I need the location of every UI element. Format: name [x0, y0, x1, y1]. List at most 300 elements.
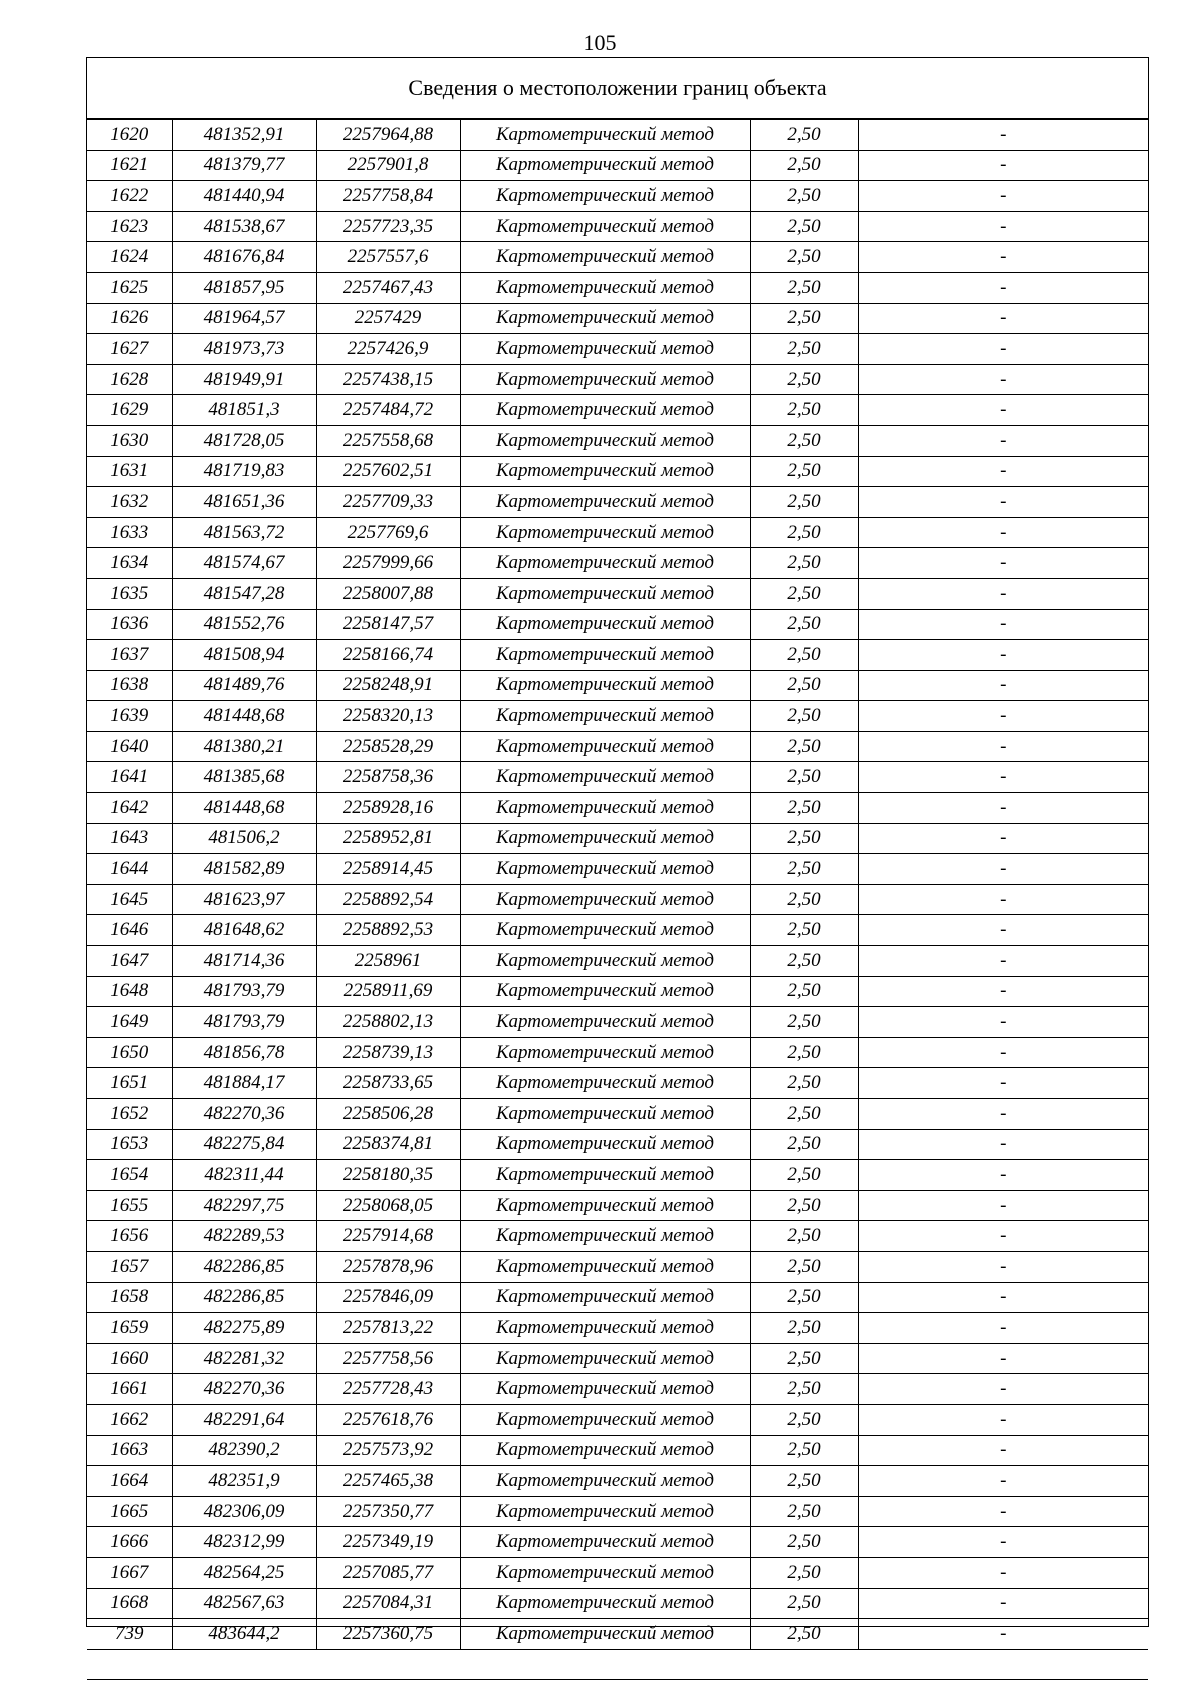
accuracy-cell: 2,50	[750, 150, 858, 181]
description-cell: -	[858, 334, 1148, 365]
table-row	[87, 1282, 1148, 1313]
method-cell: Картометрический метод	[460, 1221, 750, 1252]
table-row	[87, 1007, 1148, 1038]
accuracy-cell: 2,50	[750, 640, 858, 671]
x-coordinate-cell: 481538,67	[172, 211, 316, 242]
accuracy-cell: 2,50	[750, 731, 858, 762]
table-row	[87, 1251, 1148, 1282]
accuracy-cell: 2,50	[750, 395, 858, 426]
table-title: Сведения о местоположении границ объекта	[87, 58, 1148, 119]
accuracy-cell: 2,50	[750, 884, 858, 915]
table-row	[87, 1099, 1148, 1130]
table-row	[87, 884, 1148, 915]
y-coordinate-cell: 2258739,13	[316, 1037, 460, 1068]
method-cell: Картометрический метод	[460, 1282, 750, 1313]
accuracy-cell: 2,50	[750, 1129, 858, 1160]
x-coordinate-cell: 482390,2	[172, 1435, 316, 1466]
description-cell: -	[858, 670, 1148, 701]
x-coordinate-cell: 481793,79	[172, 1007, 316, 1038]
method-cell: Картометрический метод	[460, 1068, 750, 1099]
x-coordinate-cell: 482351,9	[172, 1466, 316, 1497]
x-coordinate-cell: 481582,89	[172, 854, 316, 885]
accuracy-cell: 2,50	[750, 456, 858, 487]
description-cell: -	[858, 150, 1148, 181]
x-coordinate-cell: 481508,94	[172, 640, 316, 671]
accuracy-cell: 2,50	[750, 120, 858, 151]
point-number-cell: 1656	[87, 1221, 172, 1252]
description-cell: -	[858, 1068, 1148, 1099]
accuracy-cell: 2,50	[750, 1343, 858, 1374]
point-number-cell: 1630	[87, 425, 172, 456]
description-cell: -	[858, 1557, 1148, 1588]
table-row	[87, 1160, 1148, 1191]
table-row	[87, 854, 1148, 885]
x-coordinate-cell: 482291,64	[172, 1404, 316, 1435]
accuracy-cell: 2,50	[750, 762, 858, 793]
table-row	[87, 793, 1148, 824]
accuracy-cell: 2,50	[750, 1619, 858, 1650]
y-coordinate-cell: 2258248,91	[316, 670, 460, 701]
method-cell: Картометрический метод	[460, 762, 750, 793]
method-cell: Картометрический метод	[460, 272, 750, 303]
accuracy-cell: 2,50	[750, 1374, 858, 1405]
y-coordinate-cell: 2257085,77	[316, 1557, 460, 1588]
y-coordinate-cell: 2258802,13	[316, 1007, 460, 1038]
method-cell: Картометрический метод	[460, 1588, 750, 1619]
description-cell: -	[858, 1190, 1148, 1221]
description-cell: -	[858, 701, 1148, 732]
point-number-cell: 1649	[87, 1007, 172, 1038]
point-number-cell: 1626	[87, 303, 172, 334]
y-coordinate-cell: 2258892,53	[316, 915, 460, 946]
point-number-cell: 1653	[87, 1129, 172, 1160]
x-coordinate-cell: 481489,76	[172, 670, 316, 701]
y-coordinate-cell: 2257429	[316, 303, 460, 334]
description-cell: -	[858, 1466, 1148, 1497]
table-row	[87, 1435, 1148, 1466]
table-row	[87, 578, 1148, 609]
x-coordinate-cell: 481857,95	[172, 272, 316, 303]
empty-cell	[87, 1649, 1148, 1680]
table-row	[87, 1527, 1148, 1558]
x-coordinate-cell: 482312,99	[172, 1527, 316, 1558]
accuracy-cell: 2,50	[750, 1496, 858, 1527]
description-cell: -	[858, 1221, 1148, 1252]
description-cell: -	[858, 364, 1148, 395]
method-cell: Картометрический метод	[460, 609, 750, 640]
y-coordinate-cell: 2257602,51	[316, 456, 460, 487]
description-cell: -	[858, 731, 1148, 762]
table-row	[87, 487, 1148, 518]
table-row	[87, 701, 1148, 732]
x-coordinate-cell: 482306,09	[172, 1496, 316, 1527]
point-number-cell: 1634	[87, 548, 172, 579]
table-row	[87, 1221, 1148, 1252]
method-cell: Картометрический метод	[460, 1527, 750, 1558]
accuracy-cell: 2,50	[750, 242, 858, 273]
accuracy-cell: 2,50	[750, 425, 858, 456]
y-coordinate-cell: 2257350,77	[316, 1496, 460, 1527]
x-coordinate-cell: 481506,2	[172, 823, 316, 854]
y-coordinate-cell: 2257573,92	[316, 1435, 460, 1466]
method-cell: Картометрический метод	[460, 150, 750, 181]
x-coordinate-cell: 481949,91	[172, 364, 316, 395]
y-coordinate-cell: 2257709,33	[316, 487, 460, 518]
x-coordinate-cell: 481380,21	[172, 731, 316, 762]
method-cell: Картометрический метод	[460, 1619, 750, 1650]
method-cell: Картометрический метод	[460, 1313, 750, 1344]
description-cell: -	[858, 1588, 1148, 1619]
description-cell: -	[858, 242, 1148, 273]
x-coordinate-cell: 482281,32	[172, 1343, 316, 1374]
y-coordinate-cell: 2257758,84	[316, 181, 460, 212]
y-coordinate-cell: 2257465,38	[316, 1466, 460, 1497]
accuracy-cell: 2,50	[750, 578, 858, 609]
description-cell: -	[858, 303, 1148, 334]
table-row	[87, 762, 1148, 793]
method-cell: Картометрический метод	[460, 1496, 750, 1527]
x-coordinate-cell: 482289,53	[172, 1221, 316, 1252]
method-cell: Картометрический метод	[460, 1557, 750, 1588]
point-number-cell: 1637	[87, 640, 172, 671]
table-row	[87, 1068, 1148, 1099]
x-coordinate-cell: 482564,25	[172, 1557, 316, 1588]
method-cell: Картометрический метод	[460, 1343, 750, 1374]
x-coordinate-cell: 481793,79	[172, 976, 316, 1007]
y-coordinate-cell: 2258320,13	[316, 701, 460, 732]
method-cell: Картометрический метод	[460, 1404, 750, 1435]
x-coordinate-cell: 482286,85	[172, 1282, 316, 1313]
table-row	[87, 120, 1148, 151]
method-cell: Картометрический метод	[460, 1251, 750, 1282]
x-coordinate-cell: 481552,76	[172, 609, 316, 640]
point-number-cell: 1667	[87, 1557, 172, 1588]
point-number-cell: 1622	[87, 181, 172, 212]
y-coordinate-cell: 2257914,68	[316, 1221, 460, 1252]
description-cell: -	[858, 1527, 1148, 1558]
y-coordinate-cell: 2257557,6	[316, 242, 460, 273]
accuracy-cell: 2,50	[750, 1404, 858, 1435]
description-cell: -	[858, 120, 1148, 151]
x-coordinate-cell: 482270,36	[172, 1374, 316, 1405]
y-coordinate-cell: 2257360,75	[316, 1619, 460, 1650]
point-number-cell: 1639	[87, 701, 172, 732]
x-coordinate-cell: 481964,57	[172, 303, 316, 334]
point-number-cell: 1632	[87, 487, 172, 518]
description-cell: -	[858, 884, 1148, 915]
method-cell: Картометрический метод	[460, 915, 750, 946]
table-row	[87, 1313, 1148, 1344]
description-cell: -	[858, 1129, 1148, 1160]
point-number-cell: 1645	[87, 884, 172, 915]
x-coordinate-cell: 481648,62	[172, 915, 316, 946]
y-coordinate-cell: 2258892,54	[316, 884, 460, 915]
x-coordinate-cell: 481623,97	[172, 884, 316, 915]
point-number-cell: 1623	[87, 211, 172, 242]
method-cell: Картометрический метод	[460, 1435, 750, 1466]
method-cell: Картометрический метод	[460, 1190, 750, 1221]
point-number-cell: 1654	[87, 1160, 172, 1191]
x-coordinate-cell: 481973,73	[172, 334, 316, 365]
point-number-cell: 1644	[87, 854, 172, 885]
table-row	[87, 1619, 1148, 1650]
coordinates-table-frame	[86, 57, 1149, 1644]
point-number-cell: 1628	[87, 364, 172, 395]
y-coordinate-cell: 2257846,09	[316, 1282, 460, 1313]
accuracy-cell: 2,50	[750, 1037, 858, 1068]
accuracy-cell: 2,50	[750, 1160, 858, 1191]
accuracy-cell: 2,50	[750, 1099, 858, 1130]
x-coordinate-cell: 482275,84	[172, 1129, 316, 1160]
description-cell: -	[858, 272, 1148, 303]
x-coordinate-cell: 481728,05	[172, 425, 316, 456]
y-coordinate-cell: 2258928,16	[316, 793, 460, 824]
point-number-cell: 1663	[87, 1435, 172, 1466]
table-row	[87, 456, 1148, 487]
table-row	[87, 640, 1148, 671]
table-row	[87, 517, 1148, 548]
description-cell: -	[858, 1404, 1148, 1435]
y-coordinate-cell: 2257878,96	[316, 1251, 460, 1282]
x-coordinate-cell: 482311,44	[172, 1160, 316, 1191]
table-row	[87, 1129, 1148, 1160]
point-number-cell: 1625	[87, 272, 172, 303]
x-coordinate-cell: 481448,68	[172, 701, 316, 732]
y-coordinate-cell: 2258911,69	[316, 976, 460, 1007]
x-coordinate-cell: 482275,89	[172, 1313, 316, 1344]
y-coordinate-cell: 2257484,72	[316, 395, 460, 426]
method-cell: Картометрический метод	[460, 640, 750, 671]
point-number-cell: 1629	[87, 395, 172, 426]
y-coordinate-cell: 2257084,31	[316, 1588, 460, 1619]
point-number-cell: 1648	[87, 976, 172, 1007]
method-cell: Картометрический метод	[460, 517, 750, 548]
point-number-cell: 1658	[87, 1282, 172, 1313]
table-row	[87, 425, 1148, 456]
accuracy-cell: 2,50	[750, 1282, 858, 1313]
table-row	[87, 976, 1148, 1007]
method-cell: Картометрический метод	[460, 487, 750, 518]
description-cell: -	[858, 578, 1148, 609]
point-number-cell: 1638	[87, 670, 172, 701]
x-coordinate-cell: 481440,94	[172, 181, 316, 212]
y-coordinate-cell: 2257901,8	[316, 150, 460, 181]
table-row	[87, 1588, 1148, 1619]
y-coordinate-cell: 2257438,15	[316, 364, 460, 395]
point-number-cell: 1660	[87, 1343, 172, 1374]
method-cell: Картометрический метод	[460, 395, 750, 426]
method-cell: Картометрический метод	[460, 670, 750, 701]
table-row	[87, 1496, 1148, 1527]
point-number-cell: 1651	[87, 1068, 172, 1099]
table-row	[87, 609, 1148, 640]
method-cell: Картометрический метод	[460, 1129, 750, 1160]
x-coordinate-cell: 481851,3	[172, 395, 316, 426]
accuracy-cell: 2,50	[750, 303, 858, 334]
accuracy-cell: 2,50	[750, 854, 858, 885]
method-cell: Картометрический метод	[460, 181, 750, 212]
table-row	[87, 181, 1148, 212]
point-number-cell: 1646	[87, 915, 172, 946]
y-coordinate-cell: 2258147,57	[316, 609, 460, 640]
point-number-cell: 1662	[87, 1404, 172, 1435]
table-row	[87, 395, 1148, 426]
y-coordinate-cell: 2258758,36	[316, 762, 460, 793]
y-coordinate-cell: 2257558,68	[316, 425, 460, 456]
x-coordinate-cell: 482270,36	[172, 1099, 316, 1130]
description-cell: -	[858, 915, 1148, 946]
method-cell: Картометрический метод	[460, 1007, 750, 1038]
table-row	[87, 1190, 1148, 1221]
point-number-cell: 1666	[87, 1527, 172, 1558]
point-number-cell: 1642	[87, 793, 172, 824]
point-number-cell: 1627	[87, 334, 172, 365]
page-number: 105	[583, 30, 617, 55]
x-coordinate-cell: 481574,67	[172, 548, 316, 579]
y-coordinate-cell: 2257758,56	[316, 1343, 460, 1374]
y-coordinate-cell: 2258914,45	[316, 854, 460, 885]
description-cell: -	[858, 1435, 1148, 1466]
method-cell: Картометрический метод	[460, 823, 750, 854]
point-number-cell: 1668	[87, 1588, 172, 1619]
accuracy-cell: 2,50	[750, 823, 858, 854]
table-row	[87, 670, 1148, 701]
point-number-cell: 1652	[87, 1099, 172, 1130]
accuracy-cell: 2,50	[750, 1313, 858, 1344]
table-row	[87, 150, 1148, 181]
point-number-cell: 1641	[87, 762, 172, 793]
point-number-cell: 1643	[87, 823, 172, 854]
method-cell: Картометрический метод	[460, 946, 750, 977]
y-coordinate-cell: 2257813,22	[316, 1313, 460, 1344]
y-coordinate-cell: 2257769,6	[316, 517, 460, 548]
accuracy-cell: 2,50	[750, 364, 858, 395]
y-coordinate-cell: 2258007,88	[316, 578, 460, 609]
description-cell: -	[858, 211, 1148, 242]
description-cell: -	[858, 1496, 1148, 1527]
description-cell: -	[858, 976, 1148, 1007]
point-number-cell: 1659	[87, 1313, 172, 1344]
method-cell: Картометрический метод	[460, 793, 750, 824]
accuracy-cell: 2,50	[750, 272, 858, 303]
table-row	[87, 1037, 1148, 1068]
point-number-cell: 1655	[87, 1190, 172, 1221]
description-cell: -	[858, 823, 1148, 854]
accuracy-cell: 2,50	[750, 915, 858, 946]
method-cell: Картометрический метод	[460, 701, 750, 732]
table-row	[87, 946, 1148, 977]
method-cell: Картометрический метод	[460, 334, 750, 365]
description-cell: -	[858, 762, 1148, 793]
point-number-cell: 1633	[87, 517, 172, 548]
method-cell: Картометрический метод	[460, 1037, 750, 1068]
y-coordinate-cell: 2257618,76	[316, 1404, 460, 1435]
y-coordinate-cell: 2258166,74	[316, 640, 460, 671]
description-cell: -	[858, 640, 1148, 671]
table-row	[87, 1466, 1148, 1497]
x-coordinate-cell: 481385,68	[172, 762, 316, 793]
x-coordinate-cell: 481547,28	[172, 578, 316, 609]
description-cell: -	[858, 1313, 1148, 1344]
description-cell: -	[858, 1619, 1148, 1650]
y-coordinate-cell: 2258374,81	[316, 1129, 460, 1160]
accuracy-cell: 2,50	[750, 701, 858, 732]
x-coordinate-cell: 481448,68	[172, 793, 316, 824]
description-cell: -	[858, 1099, 1148, 1130]
point-number-cell: 739	[87, 1619, 172, 1650]
table-row	[87, 1343, 1148, 1374]
method-cell: Картометрический метод	[460, 884, 750, 915]
y-coordinate-cell: 2257728,43	[316, 1374, 460, 1405]
method-cell: Картометрический метод	[460, 303, 750, 334]
description-cell: -	[858, 854, 1148, 885]
table-row	[87, 823, 1148, 854]
method-cell: Картометрический метод	[460, 120, 750, 151]
description-cell: -	[858, 425, 1148, 456]
description-cell: -	[858, 456, 1148, 487]
method-cell: Картометрический метод	[460, 456, 750, 487]
accuracy-cell: 2,50	[750, 1557, 858, 1588]
accuracy-cell: 2,50	[750, 609, 858, 640]
point-number-cell: 1650	[87, 1037, 172, 1068]
method-cell: Картометрический метод	[460, 242, 750, 273]
y-coordinate-cell: 2257723,35	[316, 211, 460, 242]
y-coordinate-cell: 2258506,28	[316, 1099, 460, 1130]
accuracy-cell: 2,50	[750, 793, 858, 824]
table-row	[87, 334, 1148, 365]
table-row	[87, 915, 1148, 946]
y-coordinate-cell: 2258733,65	[316, 1068, 460, 1099]
accuracy-cell: 2,50	[750, 1466, 858, 1497]
point-number-cell: 1657	[87, 1251, 172, 1282]
description-cell: -	[858, 1160, 1148, 1191]
table-row	[87, 1404, 1148, 1435]
description-cell: -	[858, 609, 1148, 640]
y-coordinate-cell: 2257964,88	[316, 120, 460, 151]
method-cell: Картометрический метод	[460, 1099, 750, 1130]
y-coordinate-cell: 2257999,66	[316, 548, 460, 579]
y-coordinate-cell: 2258068,05	[316, 1190, 460, 1221]
method-cell: Картометрический метод	[460, 1374, 750, 1405]
x-coordinate-cell: 482567,63	[172, 1588, 316, 1619]
table-row	[87, 242, 1148, 273]
y-coordinate-cell: 2258961	[316, 946, 460, 977]
x-coordinate-cell: 481563,72	[172, 517, 316, 548]
x-coordinate-cell: 482297,75	[172, 1190, 316, 1221]
accuracy-cell: 2,50	[750, 1068, 858, 1099]
description-cell: -	[858, 1251, 1148, 1282]
table-row	[87, 548, 1148, 579]
accuracy-cell: 2,50	[750, 1251, 858, 1282]
x-coordinate-cell: 482286,85	[172, 1251, 316, 1282]
point-number-cell: 1664	[87, 1466, 172, 1497]
method-cell: Картометрический метод	[460, 1466, 750, 1497]
accuracy-cell: 2,50	[750, 211, 858, 242]
table-row	[87, 731, 1148, 762]
y-coordinate-cell: 2257467,43	[316, 272, 460, 303]
method-cell: Картометрический метод	[460, 1160, 750, 1191]
description-cell: -	[858, 395, 1148, 426]
point-number-cell: 1624	[87, 242, 172, 273]
point-number-cell: 1647	[87, 946, 172, 977]
x-coordinate-cell: 481714,36	[172, 946, 316, 977]
x-coordinate-cell: 481856,78	[172, 1037, 316, 1068]
table-row	[87, 211, 1148, 242]
description-cell: -	[858, 1007, 1148, 1038]
x-coordinate-cell: 481719,83	[172, 456, 316, 487]
accuracy-cell: 2,50	[750, 1007, 858, 1038]
point-number-cell: 1631	[87, 456, 172, 487]
